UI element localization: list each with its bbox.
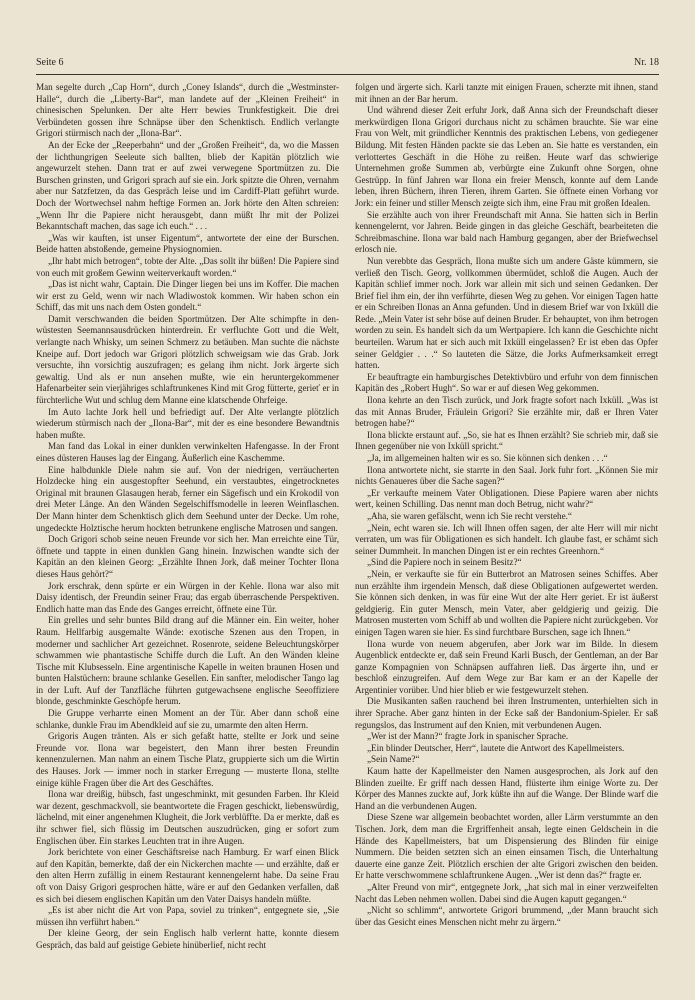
right-column bbox=[355, 82, 658, 962]
page-header bbox=[36, 55, 659, 71]
paragraph: „Das ist nicht wahr, Captain. Die Dinger liegen bei uns im Koffer. Die machen wir erst zu Geld, wenn wir nach Wladiwostok kommen. Wir haben schon ein Schiff, das mit uns nach dem Osten gondelt.“ bbox=[36, 279, 339, 313]
paragraph: „Aha, sie waren gefälscht, wenn ich Sie recht verstehe.“ bbox=[367, 510, 572, 521]
left-column bbox=[36, 82, 339, 962]
paragraph: Jork berichtete von einer Geschäftsreise nach Hamburg. Er warf einen Blick auf den Kapitän, bemerkte, daß der ein Nickerchen machte — und erzählte, daß er den alten Herrn zufällig in einem Restaurant kennengelernt habe. Da seine Frau oft von Daisy Grigori gesprochen hätte, wäre er auf den Gedanken verfallen, daß es sich bei diesem englischen Kapitän um den Vater Daisys handeln müßte. bbox=[36, 847, 339, 904]
paragraph: Ein grelles und sehr buntes Bild drang auf die Männer ein. Ein weiter, hoher Raum. Hellfarbig ausgemalte Wände: exotische Szenen aus den Tropen, in moderner und sachlicher Art gezeichnet. Rosenrote, seidene Beleuchtungskörper schwammen wie phantastische Schiffe durch die Luft. An den Wänden kleine Tische mit Klubsesseln. Eine argentinische Kapelle in weiten braunen Hosen und bunten Halstüchern: braune schlanke Gesellen. Ein sanfter, melodischer Tango lag in der Luft. Auf der Tanzfläche führten gutgewachsene englische Seeoffiziere blonde, geschminkte Geschöpfe herum. bbox=[36, 615, 339, 707]
paragraph: „Ja, im allgemeinen halten wir es so. Sie können sich denken . . .“ bbox=[367, 453, 608, 463]
paragraph: Ilona blickte erstaunt auf. „So, sie hat es Ihnen erzählt? Sie schrieb mir, daß sie Ihnen gegenüber nie von Ixküll spricht.“ bbox=[355, 429, 658, 452]
paragraph: „Es ist aber nicht die Art von Papa, soviel zu trinken“, entgegnete sie, „Sie müssen ihn verführt haben.“ bbox=[36, 905, 339, 927]
paragraph: Die Gruppe verharrte einen Moment an der Tür. Aber dann schoß eine schlanke, dunkle Frau im Abendkleid auf sie zu, umarmte den alten Herrn. bbox=[36, 708, 339, 730]
paragraph: An der Ecke der „Reeperbahn“ und der „Großen Freiheit“, da, wo die Massen der lichthungrigen Seeleute sich ballten, blieb der Kapitän plötzlich wie angewurzelt stehen. Dann trat er auf zwei verwegene Sportmützen zu. Die Burschen grinsten, und Grigori sprach auf sie ein. Jork spitzte die Ohren, vernahm aber nur Satzfetzen, da das Gespräch leise und im Cardiff-Platt geführt wurde. Doch der Wortwechsel nahm heftige Formen an. Jork hörte den Alten schreien: „Wenn Ihr die Papiere nicht herausgebt, dann müßt Ihr mit der Polizei Bekanntschaft machen, das sage ich euch.“ . . . bbox=[36, 139, 339, 232]
page-number: Seite 6 bbox=[36, 57, 64, 68]
paragraph: „Sein Name?“ bbox=[367, 754, 420, 765]
paragraph: Damit verschwanden die beiden Sportmützen. Der Alte schimpfte in den-wüstesten Seemannsausdrücken hinterdrein. Er verfluchte Gott und die Welt, verlangte nach Whisky, um seinen Schmerz zu betäuben. Man suchte die nächste Kneipe auf. Dort jedoch war Grigori plötzlich schweigsam wie das Grab. Jork versuchte, ihn vorsichtig auszufragen; es gelang ihm nicht. Jork ärgerte sich gewaltig. Und als er nun ansehen mußte, wie ein heruntergekommener Hafenarbeiter sein vierjähriges schlaftrunkenes Kind mit Grog fütterte, gerieť er in fürchterliche Wut und schlug dem Manne eine klatschende Ohrfeige. bbox=[36, 313, 339, 406]
paragraph: Ilona war dreißig, hübsch, fast ungeschminkt, mit gesunden Farben. Ihr Kleid war dezent, geschmackvoll, sie beantwortete die Fragen geschickt, liebenswürdig, lächelnd, mit einer angenehmen Klugheit, die Jork verblüffte. Da er merkte, daß es ihr schwer fiel, sich flüssig im Deutschen auszudrücken, ging er sofort zum Englischen über. Ein starkes Leuchten trat in ihre Augen. bbox=[36, 789, 339, 846]
paragraph: Eine halbdunkle Diele nahm sie auf. Von der niedrigen, verräucherten Holzdecke hing ein ausgestopfter Seehund, ein verstaubtes, eingetrocknetes Original mit braunen Glasaugen herab, ferner ein Sägefisch und ein Krokodil von drei Meter Länge. An den Wänden Segelschiffsmodelle in leeren Weinflaschen. Der Mann hinter dem Schenktisch glich dem Seehund unter der Decke. Um rohe, ungedeckte Holztische herum hockten betrunkene englische Matrosen und sangen. bbox=[36, 464, 339, 533]
paragraph: Und während dieser Zeit erfuhr Jork, daß Anna sich der Freundschaft dieser merkwürdigen Ilona Grigori durchaus nicht zu schämen brauchte. Sie war eine Frau von Welt, mit gründlicher Kenntnis des praktischen Lebens, von gediegener Bildung. Mit festen Händen packte sie das Leben an. Sie hatte es verstanden, ein verlottertes Geschäft in die Höhe zu reißen. Heute warf das schwierige Unternehmen große Summen ab, verbürgte eine Zukunft ohne Sorgen, ohne Gestrüpp. In fünf Jahren war Ilona ein freier Mensch, konnte auf dem Lande leben, ihren Büchern, ihren Tieren, ihrem Garten. Sie öffnete einen Vorhang vor Jork: ein feiner und stiller Mensch zeigte sich ihm, eine Frau mit großen Idealen. bbox=[355, 105, 658, 208]
paragraph: „Was wir kauften, ist unser Eigentum“, antwortete der eine der Burschen. Beide hatten abstoßende, gemeine Physiognomien. bbox=[36, 232, 339, 255]
paragraph: Grigoris Augen tränten. Als er sich gefaßt hatte, stellte er Jork und seine Freunde vor. Ilona war begeistert, den Mann ihrer besten Freundin kennenzulernen. Man nahm an einem Tische Platz, gruppierte sich um die Wirtin des Hauses. Jork — immer noch in starker Erregung — musterte Ilona, stellte einige kühle Fragen über die Art des Geschäftes. bbox=[36, 731, 339, 788]
paragraph: Ilona kehrte an den Tisch zurück, und Jork fragte sofort nach Ixküll. „Was ist das mit Annas Bruder, Fräulein Grigori? Sie erzählte mir, daß er Ihren Vater betrogen habe?“ bbox=[355, 395, 658, 429]
paragraph: Ilona wurde von neuem abgerufen, aber Jork war im Bilde. In diesem Augenblick entdeckte er, daß sein Freund Karli Busch, der Gentleman, an der Bar ganze Kompagnien von Schnäpsen auffahren ließ. Das ärgerte ihn, und er beschloß einzugreifen. Auf dem Wege zur Bar kam er an der Kapelle der Argentinier vorüber. Und hier blieb er wie festgewurzelt stehen. bbox=[355, 638, 658, 695]
paragraph: Die Musikanten saßen rauchend bei ihren Instrumenten, unterhielten sich in ihrer Sprache. Aber ganz hinten in der Ecke saß der Bandonium-Spieler. Er saß regungslos, das Instrument auf den Knien, mit verbundenen Augen. bbox=[355, 696, 658, 730]
issue-number: Nr. 18 bbox=[634, 57, 659, 68]
paragraph: Doch Grigori schob seine neuen Freunde vor sich her. Man erreichte eine Tür, öffnete und tappte in einen dunklen Gang hinein. Inzwischen wandte sich der Kapitän an den kleinen Georg: „Erzählte Ihnen Jork, daß meiner Tochter Ilona dieses Haus gehört?“ bbox=[36, 534, 339, 579]
paragraph: folgen und ärgerte sich. Karli tanzte mit einigen Frauen, scherzte mit ihnen, stand mit ihnen an der Bar herum. bbox=[355, 82, 658, 104]
paragraph: „Nicht so schlimm“, antwortete Grigori brummend, „der Mann braucht sich über das Gesicht eines Menschen nicht mehr zu ärgern.“ bbox=[355, 905, 658, 927]
paragraph: „Alter Freund von mir“, entgegnete Jork, „hat sich mal in einer verzweifelten Nacht das Leben nehmen wollen. Dabei sind die Augen kaputt gegangen.“ bbox=[355, 881, 658, 904]
paragraph: „Sind die Papiere noch in seinem Besitz?“ bbox=[367, 557, 522, 568]
paragraph: „Ihr habt mich betrogen“, tobte der Alte. „Das sollt ihr büßen! Die Papiere sind von euch mit großem Gewinn weiterverkauft worden.“ bbox=[36, 255, 339, 278]
header-rule bbox=[36, 74, 659, 75]
paragraph: Jork erschrak, denn spürte er ein Würgen in der Kehle. Ilona war also mit Daisy identisch, der Freundin seiner Frau; das ergab überraschende Perspektiven. Endlich hatte man das Ende des Ganges erreicht, öffnete eine Tür. bbox=[36, 580, 339, 614]
paragraph: „Wer ist der Mann?“ fragte Jork in spanischer Sprache. bbox=[367, 731, 569, 742]
paragraph: Nun verebbte das Gespräch, Ilona mußte sich um andere Gäste kümmern, sie verließ den Tisch. Georg, vollkommen übermüdet, schloß die Augen. Auch der Kapitän schlief immer noch. Jork war allein mit sich und seinen Gedanken. Der Brief fiel ihm ein, der ihn verführte, diesen Weg zu gehen. Vor einigen Tagen hatte er ein Schreiben Ilonas an Anna gefunden. Und in diesem Brief war von Ixküll die Rede. „Mein Vater ist sehr böse auf deinen Bruder. Er behauptet, von ihm betrogen worden zu sein. Es handelt sich da um Wertpapiere. Ich kann die Geschichte nicht beurteilen. Warum hat er sich auch mit Ixküll eingelassen? Er ist eben das Opfer seiner Geldgier . . .“ So lauteten die Sätze, die Jorks Aufmerksamkeit erregt hatten. bbox=[355, 255, 658, 371]
paragraph: Diese Szene war allgemein beobachtet worden, aller Lärm verstummte an den Tischen. Jork, dem man die Ergriffenheit ansah, legte einen Geldschein in die Hände des Kapellmeisters, bat um Dispensierung des Blinden für einige Nummern. Die beiden setzten sich an einen einsamen Tisch, die Unterhaltung dauerte eine ganze Zeit. Plötzlich erschien der alte Grigori zwischen den beiden. Er hatte verschwommene schlaftrunkene Augen. „Wer ist denn das?“ fragte er. bbox=[355, 812, 658, 881]
paragraph: „Er verkaufte meinem Vater Obligationen. Diese Papiere waren aber nichts wert, keinen Schilling. Das nennt man doch Betrug, nicht wahr?“ bbox=[355, 487, 658, 510]
paragraph: Er beauftragte ein hamburgisches Detektivbüro und erfuhr von dem finnischen Kapitän des „Robert Hugh“. So war er auf diesen Weg gekommen. bbox=[355, 371, 658, 394]
paragraph: Ilona antwortete nicht, sie starrte in den Saal. Jork fuhr fort. „Können Sie mir nichts Genaueres über die Sache sagen?“ bbox=[355, 464, 658, 487]
paragraph: Man fand das Lokal in einer dunklen verwinkelten Hafengasse. In der Front eines düsteren Hauses lag der Eingang. Äußerlich eine Kaschemme. bbox=[36, 441, 339, 463]
paragraph: „Nein, echt waren sie. Ich will Ihnen offen sagen, der alte Herr will mir nicht verraten, um was für Obligationen es sich handelt. Ich glaube fast, er schämt sich seiner Dummheit. In manchen Dingen ist er ein rechtes Greenhorn.“ bbox=[355, 522, 658, 556]
paragraph: Im Auto lachte Jork hell und befriedigt auf. Der Alte verlangte plötzlich wiederum stürmisch nach der „Ilona-Bar“, mit der es eine besondere Bewandtnis haben mußte. bbox=[36, 406, 339, 440]
paragraph: „Nein, er verkaufte sie für ein Butterbrot an Matrosen seines Schiffes. Aber nun erzählte ihm irgendein Mensch, daß diese Obligationen aufgewertet werden. Sie können sich denken, in was für eine Wut der alte Herr geriet. Er ist äußerst geldgierig. Ein guter Mensch, mein Vater, aber geldgierig und geizig. Die Matrosen musterten vom Schiff ab und wollten die Papiere nicht zurückgeben. Vor einigen Tagen waren sie hier. Es sind furchtbare Burschen, sage ich Ihnen.“ bbox=[355, 568, 658, 637]
paragraph: Man segelte durch „Cap Horn“, durch „Coney Islands“, durch die „Westminster-Halle“, durch die „Liberty-Bar“, man landete auf der „Kleinen Freiheit“ in chinesischen Spelunken. Der alte Herr bewies Trunkfestigkeit. Die drei Verbündeten gossen ihre Schnäpse über den Schenktisch. Endlich verlangte Grigori stürmisch nach der „Ilona-Bar“. bbox=[36, 82, 339, 139]
paragraph: Kaum hatte der Kapellmeister den Namen ausgesprochen, als Jork auf den Blinden zueilte. Er griff nach dessen Hand, flüsterte ihm einige Worte zu. Der Körper des Mannes zuckte auf, Jork küßte ihn auf die Wange. Der Blinde warf die Hand an die verbundenen Augen. bbox=[355, 766, 658, 811]
paragraph: Der kleine Georg, der sein Englisch halb verlernt hatte, konnte diesem Gespräch, das bald auf geistige Gebiete hinüberlief, nicht recht bbox=[36, 928, 339, 950]
paragraph: Sie erzählte auch von ihrer Freundschaft mit Anna. Sie hatten sich in Berlin kennengelernt, vor Jahren. Beide gingen in das gleiche Geschäft, bearbeiteten die Schreibmaschine. Ilona war bald nach Hamburg gegangen, aber der Briefwechsel erlosch nie. bbox=[355, 209, 658, 255]
paragraph: „Ein blinder Deutscher, Herr“, lautete die Antwort des Kapellmeisters. bbox=[367, 742, 625, 753]
